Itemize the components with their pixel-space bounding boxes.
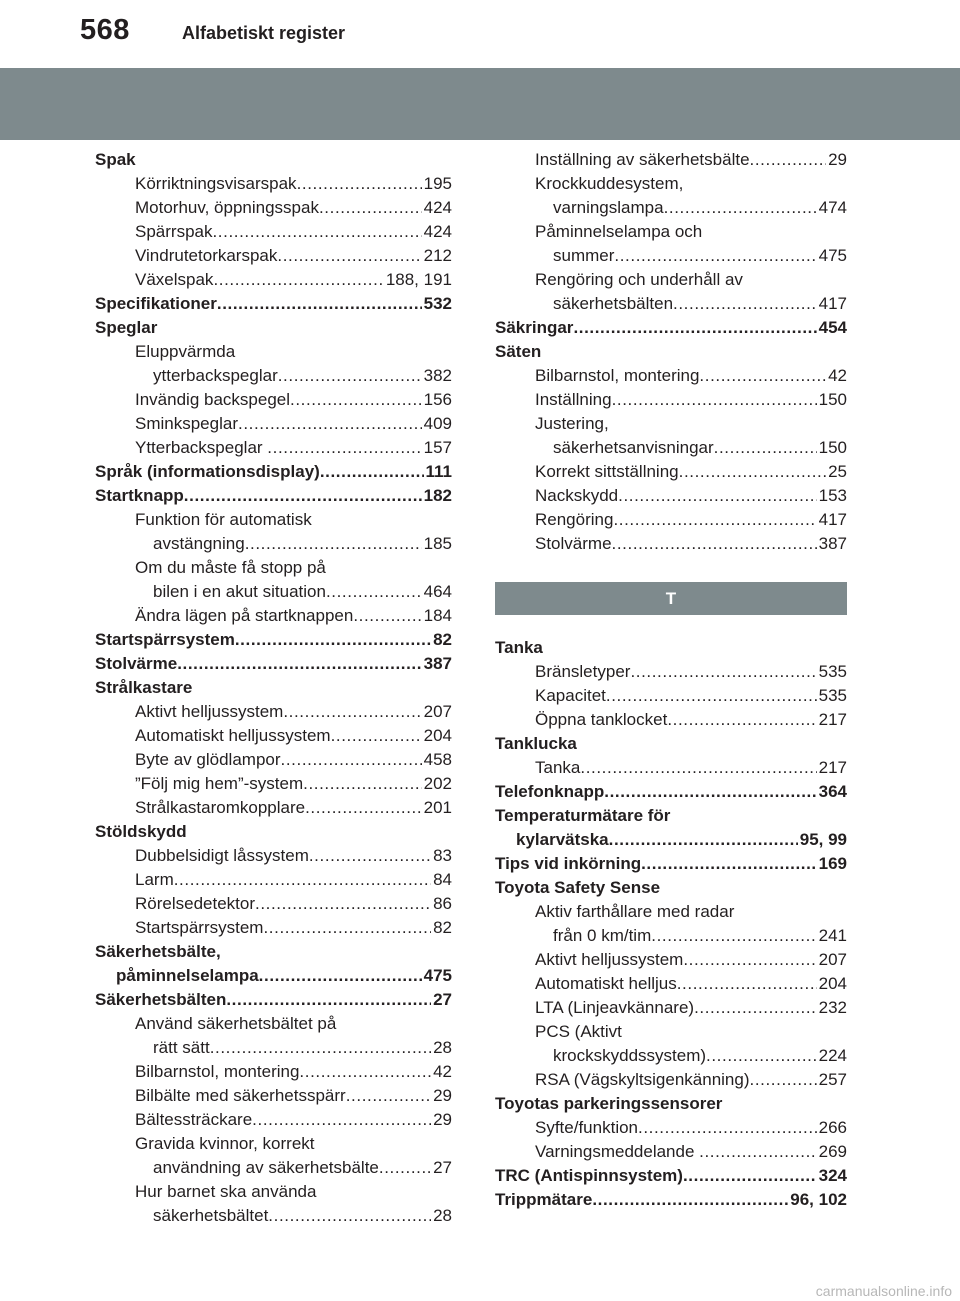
- entry-text: Syfte/funktion: [535, 1118, 639, 1137]
- entry-text: Byte av glödlampor: [135, 750, 281, 769]
- index-subentry: [95, 268, 452, 292]
- page-reference[interactable]: 29: [828, 150, 847, 169]
- page-reference[interactable]: 184: [423, 606, 452, 625]
- dot-leader: [226, 988, 431, 1012]
- index-subentry: Aktiv farthållare med radar: [535, 902, 735, 921]
- entry-text: krockskyddssystem): [553, 1046, 707, 1065]
- entry-text: säkerhetsbälten: [553, 294, 674, 313]
- index-subentry-continuation: [495, 924, 847, 948]
- entry-text: Nackskydd: [535, 486, 619, 505]
- index-entry-continuation: [95, 964, 452, 988]
- dot-leader: [618, 484, 816, 508]
- dot-leader: [263, 916, 431, 940]
- dot-leader: [638, 1116, 817, 1140]
- index-subentry: [495, 660, 847, 684]
- entry-text: Ytterbackspeglar: [135, 438, 268, 457]
- dot-leader: [174, 868, 431, 892]
- index-subentry: [495, 948, 847, 972]
- index-subentry: [95, 796, 452, 820]
- entry-text: Startspärrsystem: [95, 630, 235, 649]
- index-subentry: Använd säkerhetsbältet på: [135, 1014, 337, 1033]
- entry-text: LTA (Linjeavkännare): [535, 998, 695, 1017]
- dot-leader: [750, 148, 827, 172]
- page-reference[interactable]: 82: [433, 918, 452, 937]
- dot-leader: [609, 828, 798, 852]
- index-subentry: [495, 972, 847, 996]
- dot-leader: [213, 268, 383, 292]
- index-subentry-continuation: [495, 292, 847, 316]
- entry-text: Bilbarnstol, montering: [535, 366, 700, 385]
- dot-leader: [331, 724, 422, 748]
- index-subentry: [495, 148, 847, 172]
- index-entry: [495, 852, 847, 876]
- page-reference[interactable]: 387: [423, 654, 452, 673]
- entry-text: Startspärrsystem: [135, 918, 264, 937]
- index-subentry: Rengöring och underhåll av: [535, 270, 743, 289]
- entry-text: ”Följ mig hem”-system: [135, 774, 304, 793]
- dot-leader: [290, 388, 422, 412]
- dot-leader: [750, 1068, 817, 1092]
- page-reference[interactable]: 169: [818, 854, 847, 873]
- index-subentry: [495, 508, 847, 532]
- page-reference[interactable]: 150: [818, 438, 847, 457]
- page-reference[interactable]: 83: [433, 846, 452, 865]
- page-reference[interactable]: 42: [433, 1062, 452, 1081]
- dot-leader: [580, 756, 816, 780]
- index-subentry: [95, 244, 452, 268]
- dot-leader: [320, 460, 424, 484]
- index-subentry: [95, 724, 452, 748]
- entry-text: Automatiskt helljus: [535, 974, 677, 993]
- page-reference[interactable]: 185: [423, 534, 452, 553]
- dot-leader: [673, 292, 817, 316]
- entry-text: bilen i en akut situation: [153, 582, 326, 601]
- entry-text: Inställning av säkerhetsbälte: [535, 150, 750, 169]
- page-reference[interactable]: 532: [423, 294, 452, 313]
- index-heading: Spak: [95, 150, 136, 169]
- index-subentry: [495, 532, 847, 556]
- page-reference[interactable]: 417: [818, 510, 847, 529]
- dot-leader: [614, 244, 816, 268]
- page-reference[interactable]: 207: [818, 950, 847, 969]
- index-subentry-continuation: [495, 1044, 847, 1068]
- page-reference[interactable]: 257: [818, 1070, 847, 1089]
- index-entry: [495, 316, 847, 340]
- dot-leader: [299, 1060, 431, 1084]
- entry-text: kylarvätska: [516, 830, 609, 849]
- page-reference[interactable]: 150: [818, 390, 847, 409]
- dot-leader: [651, 924, 816, 948]
- dot-leader: [303, 772, 422, 796]
- index-entry: [495, 1164, 847, 1188]
- page-reference[interactable]: 84: [433, 870, 452, 889]
- dot-leader: [641, 852, 817, 876]
- index-subentry: Gravida kvinnor, korrekt: [135, 1134, 315, 1153]
- entry-text: från 0 km/tim: [553, 926, 652, 945]
- index-subentry: [495, 756, 847, 780]
- index-subentry-continuation: [95, 1204, 452, 1228]
- index-subentry: [495, 708, 847, 732]
- entry-text: ytterbackspeglar: [153, 366, 278, 385]
- index-subentry: [95, 1108, 452, 1132]
- dot-leader: [210, 1036, 431, 1060]
- index-subentry: [95, 868, 452, 892]
- dot-leader: [278, 364, 422, 388]
- dot-leader: [184, 484, 422, 508]
- index-entry: [95, 628, 452, 652]
- page-reference[interactable]: 409: [423, 414, 452, 433]
- index-subentry: [495, 1068, 847, 1092]
- index-entry: [95, 460, 452, 484]
- entry-text: Säkringar: [495, 318, 574, 337]
- dot-leader: [235, 628, 431, 652]
- index-subentry-continuation: [95, 532, 452, 556]
- entry-text: Automatiskt helljussystem: [135, 726, 331, 745]
- entry-text: Växelspak: [135, 270, 214, 289]
- dot-leader: [714, 436, 817, 460]
- index-subentry-continuation: [95, 1156, 452, 1180]
- page-reference[interactable]: 86: [433, 894, 452, 913]
- entry-text: Ändra lägen på startknappen: [135, 606, 354, 625]
- dot-leader: [267, 436, 421, 460]
- dot-leader: [683, 1164, 817, 1188]
- dot-leader: [677, 972, 817, 996]
- dot-leader: [667, 708, 816, 732]
- entry-text: Strålkastaromkopplare: [135, 798, 306, 817]
- index-heading: Temperaturmätare för: [495, 806, 671, 825]
- entry-text: Varningsmeddelande: [535, 1142, 700, 1161]
- entry-text: Tips vid inkörning: [495, 854, 642, 873]
- index-subentry: Hur barnet ska använda: [135, 1182, 317, 1201]
- page-reference[interactable]: 324: [818, 1166, 847, 1185]
- dot-leader: [245, 532, 422, 556]
- index-subentry: PCS (Aktivt: [535, 1022, 622, 1041]
- dot-leader: [606, 684, 817, 708]
- dot-leader: [679, 460, 826, 484]
- index-heading: Stöldskydd: [95, 822, 187, 841]
- index-subentry: [95, 412, 452, 436]
- dot-leader: [353, 604, 421, 628]
- dot-leader: [379, 1156, 431, 1180]
- index-subentry: [95, 844, 452, 868]
- index-subentry: Om du måste få stopp på: [135, 558, 326, 577]
- page-reference[interactable]: 195: [423, 174, 452, 193]
- index-heading: Toyotas parkeringssensorer: [495, 1094, 723, 1113]
- page-reference[interactable]: 535: [818, 662, 847, 681]
- entry-text: Vindrutetorkarspak: [135, 246, 278, 265]
- index-subentry: [95, 172, 452, 196]
- page-number: 568: [80, 14, 130, 46]
- page-reference[interactable]: 82: [433, 630, 452, 649]
- index-entry: [95, 484, 452, 508]
- index-subentry: [95, 700, 452, 724]
- page-reference[interactable]: 417: [818, 294, 847, 313]
- page-reference[interactable]: 212: [423, 246, 452, 265]
- index-subentry: [95, 1084, 452, 1108]
- dot-leader: [613, 508, 816, 532]
- dot-leader: [664, 196, 817, 220]
- dot-leader: [252, 1108, 431, 1132]
- page-reference[interactable]: 27: [433, 990, 452, 1009]
- index-column-left: [95, 148, 452, 1228]
- entry-text: Telefonknapp: [495, 782, 605, 801]
- page-reference[interactable]: 475: [818, 246, 847, 265]
- page-reference[interactable]: 28: [433, 1206, 452, 1225]
- dot-leader: [277, 244, 421, 268]
- page-reference[interactable]: 474: [818, 198, 847, 217]
- entry-text: Invändig backspegel: [135, 390, 291, 409]
- index-subentry: [495, 388, 847, 412]
- entry-text: Körriktningsvisarspak: [135, 174, 297, 193]
- index-entry: [95, 292, 452, 316]
- index-subentry: [495, 1116, 847, 1140]
- index-subentry-continuation: [495, 196, 847, 220]
- page-reference[interactable]: 153: [818, 486, 847, 505]
- entry-text: Aktivt helljussystem: [135, 702, 284, 721]
- index-subentry: [95, 604, 452, 628]
- index-subentry: [495, 460, 847, 484]
- page-reference[interactable]: 535: [818, 686, 847, 705]
- dot-leader: [281, 748, 422, 772]
- page-reference[interactable]: 188, 191: [385, 270, 452, 289]
- dot-leader: [612, 532, 817, 556]
- index-subentry-continuation: [95, 580, 452, 604]
- index-heading: Toyota Safety Sense: [495, 878, 661, 897]
- dot-leader: [268, 1204, 431, 1228]
- index-entry-continuation: [495, 828, 847, 852]
- page-reference[interactable]: 424: [423, 222, 452, 241]
- dot-leader: [706, 1044, 817, 1068]
- entry-text: Motorhuv, öppningsspak: [135, 198, 319, 217]
- dot-leader: [694, 996, 817, 1020]
- index-subentry: [495, 996, 847, 1020]
- entry-text: säkerhetsbältet: [153, 1206, 269, 1225]
- entry-text: Stolvärme: [535, 534, 612, 553]
- watermark: carmanualsonline.info: [815, 1283, 952, 1299]
- index-subentry: [495, 1140, 847, 1164]
- page-reference[interactable]: 156: [423, 390, 452, 409]
- page-reference[interactable]: 241: [818, 926, 847, 945]
- entry-text: Sminkspeglar: [135, 414, 238, 433]
- dot-leader: [255, 892, 431, 916]
- index-subentry: Påminnelselampa och: [535, 222, 703, 241]
- dot-leader: [612, 388, 817, 412]
- index-heading: Säten: [495, 342, 542, 361]
- page-reference[interactable]: 95, 99: [799, 830, 847, 849]
- page-reference[interactable]: 454: [818, 318, 847, 337]
- index-subentry: [495, 364, 847, 388]
- dot-leader: [309, 844, 431, 868]
- index-subentry-continuation: [495, 244, 847, 268]
- entry-text: Larm: [135, 870, 174, 889]
- entry-text: RSA (Vägskyltsigenkänning): [535, 1070, 750, 1089]
- entry-text: Korrekt sittställning: [535, 462, 679, 481]
- page-reference[interactable]: 266: [818, 1118, 847, 1137]
- index-subentry: Justering,: [535, 414, 609, 433]
- index-heading: Säkerhetsbälte,: [95, 942, 221, 961]
- page-reference[interactable]: 232: [818, 998, 847, 1017]
- index-subentry: [495, 684, 847, 708]
- entry-text: Bilbälte med säkerhetsspärr: [135, 1086, 346, 1105]
- dot-leader: [604, 780, 816, 804]
- index-heading: Strålkastare: [95, 678, 193, 697]
- index-column-right: [495, 148, 847, 1212]
- entry-text: säkerhetsanvisningar: [553, 438, 714, 457]
- index-heading: Speglar: [95, 318, 158, 337]
- entry-text: rätt sätt: [153, 1038, 210, 1057]
- page-reference[interactable]: 25: [828, 462, 847, 481]
- entry-text: Inställning: [535, 390, 612, 409]
- entry-text: Spärrspak: [135, 222, 213, 241]
- page-title: Alfabetiskt register: [182, 23, 346, 43]
- page-reference[interactable]: 458: [423, 750, 452, 769]
- entry-text: Öppna tanklocket: [535, 710, 668, 729]
- page-reference[interactable]: 204: [818, 974, 847, 993]
- entry-text: Startknapp: [95, 486, 184, 505]
- dot-leader: [238, 412, 422, 436]
- index-subentry-continuation: [95, 364, 452, 388]
- page-reference[interactable]: 28: [433, 1038, 452, 1057]
- page-reference[interactable]: 217: [818, 758, 847, 777]
- entry-text: avstängning: [153, 534, 245, 553]
- dot-leader: [283, 700, 421, 724]
- entry-text: Bilbarnstol, montering: [135, 1062, 300, 1081]
- page-reference[interactable]: 202: [423, 774, 452, 793]
- index-entry: [95, 652, 452, 676]
- entry-text: Dubbelsidigt låssystem: [135, 846, 309, 865]
- entry-text: Aktivt helljussystem: [535, 950, 684, 969]
- index-subentry: [95, 388, 452, 412]
- index-subentry: [95, 220, 452, 244]
- page-reference[interactable]: 364: [818, 782, 847, 801]
- dot-leader: [346, 1084, 431, 1108]
- page-reference[interactable]: 387: [818, 534, 847, 553]
- dot-leader: [217, 292, 422, 316]
- page-reference[interactable]: 224: [818, 1046, 847, 1065]
- dot-leader: [699, 364, 826, 388]
- page-reference[interactable]: 29: [433, 1086, 452, 1105]
- page-reference[interactable]: 269: [818, 1142, 847, 1161]
- index-subentry: [95, 1060, 452, 1084]
- index-subentry: Eluppvärmda: [135, 342, 236, 361]
- dot-leader: [573, 316, 816, 340]
- entry-text: Bältessträckare: [135, 1110, 253, 1129]
- entry-text: Kapacitet: [535, 686, 606, 705]
- index-subentry: [495, 484, 847, 508]
- index-heading: Tanklucka: [495, 734, 577, 753]
- page-reference[interactable]: 29: [433, 1110, 452, 1129]
- entry-text: Bränsletyper: [535, 662, 631, 681]
- entry-text: Säkerhetsbälten: [95, 990, 227, 1009]
- dot-leader: [297, 172, 422, 196]
- index-subentry: [95, 436, 452, 460]
- page-reference[interactable]: 182: [423, 486, 452, 505]
- dot-leader: [630, 660, 816, 684]
- page-reference[interactable]: 207: [423, 702, 452, 721]
- page-reference[interactable]: 475: [423, 966, 452, 985]
- section-letter-band: T: [495, 582, 847, 615]
- index-subentry-continuation: [95, 1036, 452, 1060]
- dot-leader: [177, 652, 421, 676]
- entry-text: Trippmätare: [495, 1190, 593, 1209]
- index-subentry: [95, 916, 452, 940]
- page-reference[interactable]: 424: [423, 198, 452, 217]
- entry-text: Tanka: [535, 758, 581, 777]
- entry-text: TRC (Antispinnsystem): [495, 1166, 683, 1185]
- index-subentry: [95, 748, 452, 772]
- index-heading: Tanka: [495, 638, 543, 657]
- page-reference[interactable]: 204: [423, 726, 452, 745]
- entry-text: varningslampa: [553, 198, 664, 217]
- dot-leader: [326, 580, 422, 604]
- entry-text: användning av säkerhetsbälte: [153, 1158, 379, 1177]
- page-reference[interactable]: 201: [423, 798, 452, 817]
- index-entry: [95, 988, 452, 1012]
- entry-text: Rörelsedetektor: [135, 894, 256, 913]
- header-band: [0, 68, 960, 140]
- page-reference[interactable]: 157: [423, 438, 452, 457]
- dot-leader: [592, 1188, 788, 1212]
- dot-leader: [259, 964, 422, 988]
- entry-text: summer: [553, 246, 615, 265]
- page-reference[interactable]: 96, 102: [790, 1190, 847, 1209]
- entry-text: Stolvärme: [95, 654, 178, 673]
- page-reference[interactable]: 42: [828, 366, 847, 385]
- dot-leader: [319, 196, 422, 220]
- page-reference[interactable]: 464: [423, 582, 452, 601]
- page-reference[interactable]: 217: [818, 710, 847, 729]
- index-subentry: Funktion för automatisk: [135, 510, 312, 529]
- index-subentry: [95, 196, 452, 220]
- entry-text: Rengöring: [535, 510, 614, 529]
- dot-leader: [305, 796, 422, 820]
- page-reference[interactable]: 111: [425, 462, 452, 481]
- index-subentry: [95, 892, 452, 916]
- entry-text: Specifikationer: [95, 294, 217, 313]
- index-subentry: Krockkuddesystem,: [535, 174, 684, 193]
- index-subentry: [95, 772, 452, 796]
- index-entry: [495, 1188, 847, 1212]
- dot-leader: [683, 948, 816, 972]
- entry-text: Språk (informationsdisplay): [95, 462, 320, 481]
- page-reference[interactable]: 27: [433, 1158, 452, 1177]
- dot-leader: [699, 1140, 816, 1164]
- index-entry: [495, 780, 847, 804]
- page-reference[interactable]: 382: [423, 366, 452, 385]
- entry-text: påminnelselampa: [116, 966, 259, 985]
- index-subentry-continuation: [495, 436, 847, 460]
- dot-leader: [212, 220, 421, 244]
